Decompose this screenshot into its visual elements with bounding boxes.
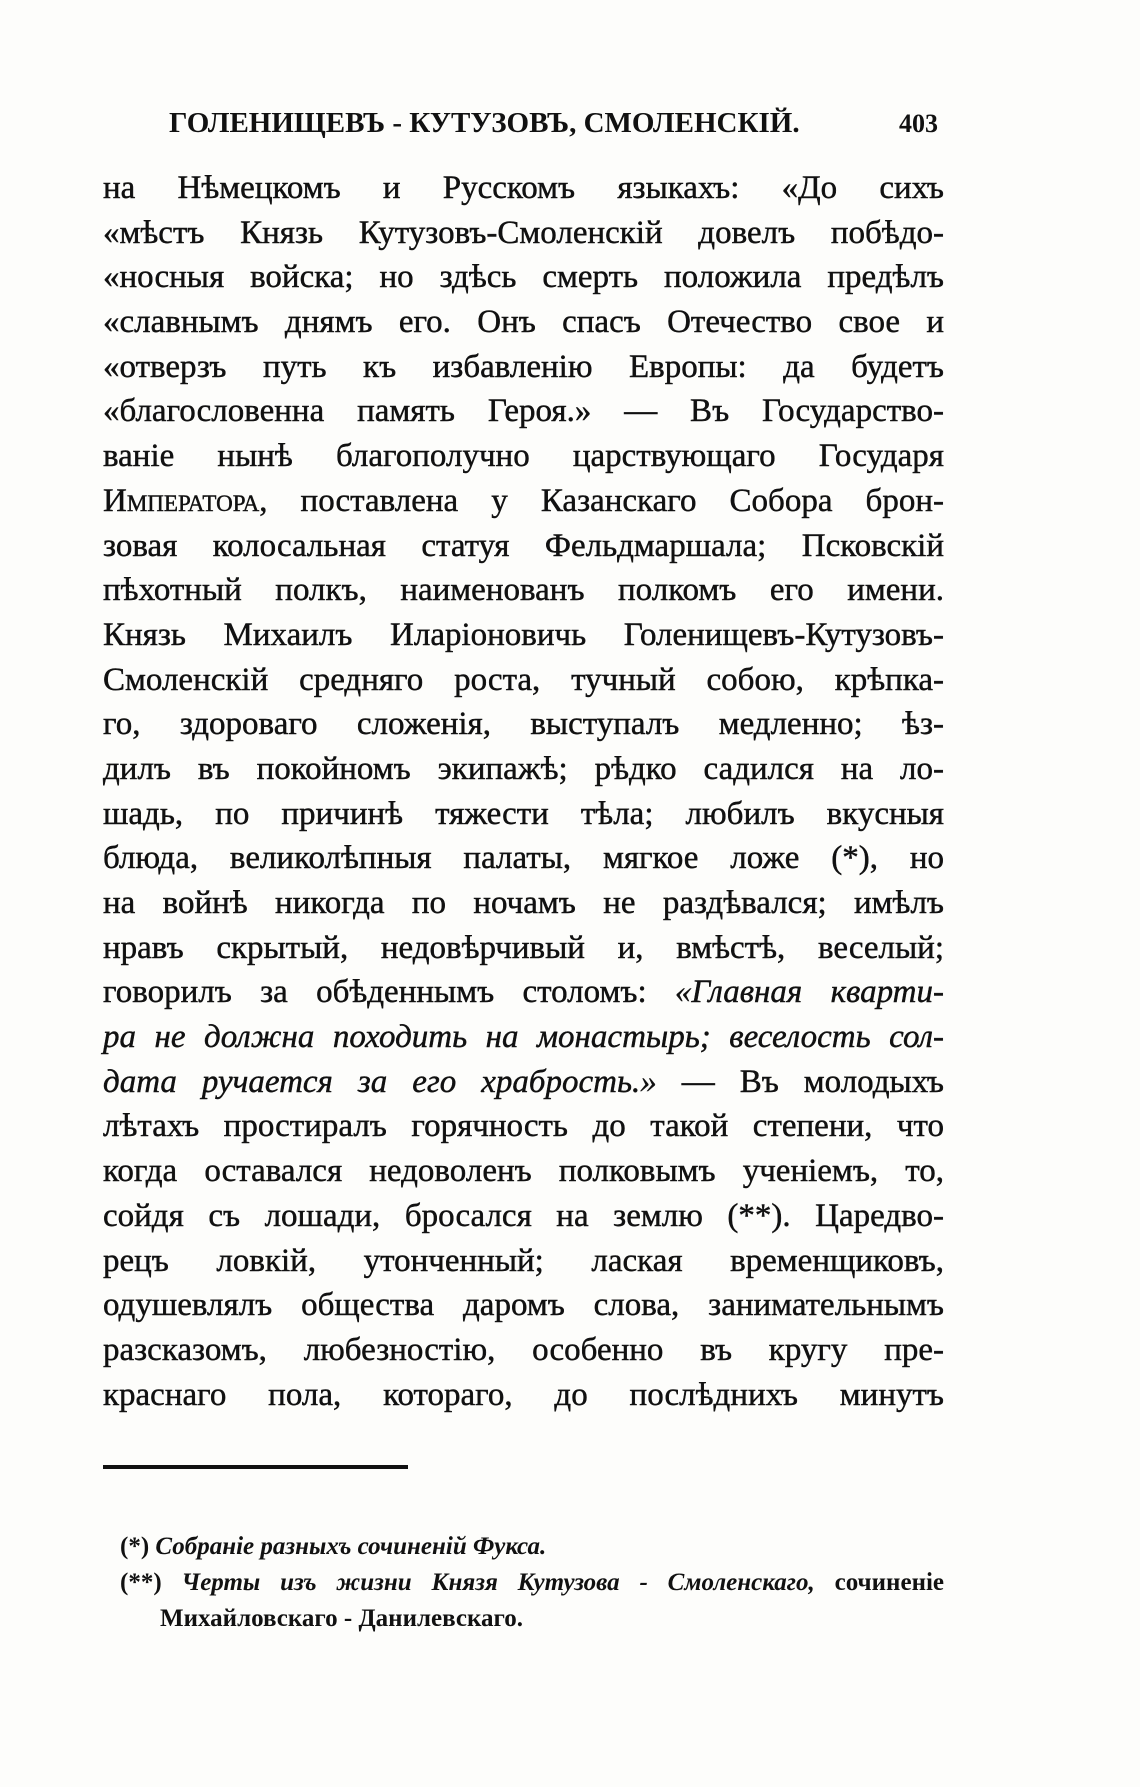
body-line	[103, 479, 944, 524]
body-line	[103, 970, 944, 1015]
footnotes	[120, 1529, 944, 1637]
footnote-text: Черты изъ жизни Князя Кутузова - Смоленскаго,	[181, 1569, 815, 1596]
italic-quote-segment: «Главная кварти-	[674, 974, 944, 1011]
body-line: «мѣстъ Князь Кутузовъ-Смоленскій довелъ побѣдо-	[103, 214, 944, 251]
body-line: дилъ въ покойномъ экипажѣ; рѣдко садился на ло-	[103, 750, 944, 787]
body-line: нравъ скрытый, недовѣрчивый и, вмѣстѣ, веселый;	[103, 929, 944, 966]
page-number: 403	[899, 109, 938, 138]
footnote-2-continuation: Михайловскаго - Данилевскаго.	[160, 1605, 524, 1632]
body-text	[103, 166, 944, 1417]
body-line	[103, 1060, 944, 1105]
body-line: «носныя войска; но здѣсь смерть положила предѣлъ	[103, 259, 944, 296]
body-line: на войнѣ никогда по ночамъ не раздѣвался; имѣлъ	[103, 885, 944, 921]
body-line: сойдя съ лошади, бросался на землю (**). Царедво-	[103, 1197, 944, 1234]
footnote-1	[120, 1529, 944, 1565]
body-line: одушевлялъ общества даромъ слова, занимательнымъ	[103, 1287, 944, 1324]
running-title: ГОЛЕНИЩЕВЪ - КУТУЗОВЪ, СМОЛЕНСКІЙ.	[169, 107, 800, 139]
footnote-rule	[103, 1465, 408, 1469]
body-line: «славнымъ днямъ его. Онъ спасъ Отечество свое и	[103, 304, 944, 341]
body-line: на Нѣмецкомъ и Русскомъ языкахъ: «До сихъ	[103, 170, 944, 206]
footnote-2	[120, 1565, 944, 1601]
body-line: разсказомъ, любезностію, особенно въ кругу пре-	[103, 1331, 944, 1368]
footnote-text: сочиненіе	[834, 1569, 945, 1596]
body-line: Князь Михаилъ Иларіоновичь Голенищевъ-Кутузовъ-	[103, 616, 944, 653]
body-line: рецъ ловкій, утонченный; лаская временщиковъ,	[103, 1242, 944, 1279]
body-text-segment: — Въ молодыхъ	[681, 1063, 944, 1100]
italic-quote-segment: дата ручается за его храбрость.»	[103, 1063, 657, 1100]
body-text-segment: говорилъ за обѣденнымъ столомъ:	[103, 974, 647, 1011]
body-line: «отверзъ путь къ избавленію Европы: да будетъ	[103, 348, 944, 385]
small-caps-word: Императора	[103, 482, 260, 519]
body-line: го, здороваго сложенія, выступалъ медленно; ѣз-	[103, 706, 944, 743]
body-line: Смоленскій средняго роста, тучный собою, крѣпка-	[103, 661, 944, 698]
body-line: когда оставался недоволенъ полковымъ ученіемъ, то,	[103, 1153, 944, 1190]
body-line: шадь, по причинѣ тяжести тѣла; любилъ вкусныя	[103, 795, 944, 832]
body-text-segment: , поставлена у Казанскаго Собора брон-	[259, 482, 944, 519]
body-line-italic: ра не должна походить на монастырь; веселость сол-	[103, 1019, 944, 1056]
body-line: лѣтахъ простиралъ горячность до такой степени, что	[103, 1108, 944, 1145]
body-line: блюда, великолѣпныя палаты, мягкое ложе (*), но	[103, 840, 944, 877]
body-line: краснаго пола, котораго, до послѣднихъ минутъ	[103, 1376, 944, 1413]
footnote-marker: (*)	[120, 1533, 150, 1560]
body-line: ваніе нынѣ благополучно царствующаго Государя	[103, 438, 944, 475]
footnote-marker: (**)	[120, 1569, 162, 1596]
body-line: зовая колосальная статуя Фельдмаршала; Псковскій	[103, 527, 944, 564]
body-line: «благословенна память Героя.» — Въ Государство-	[103, 393, 944, 430]
footnote-text: Собраніе разныхъ сочиненій Фукса.	[155, 1533, 547, 1560]
body-line: пѣхотный полкъ, наименованъ полкомъ его имени.	[103, 572, 944, 609]
